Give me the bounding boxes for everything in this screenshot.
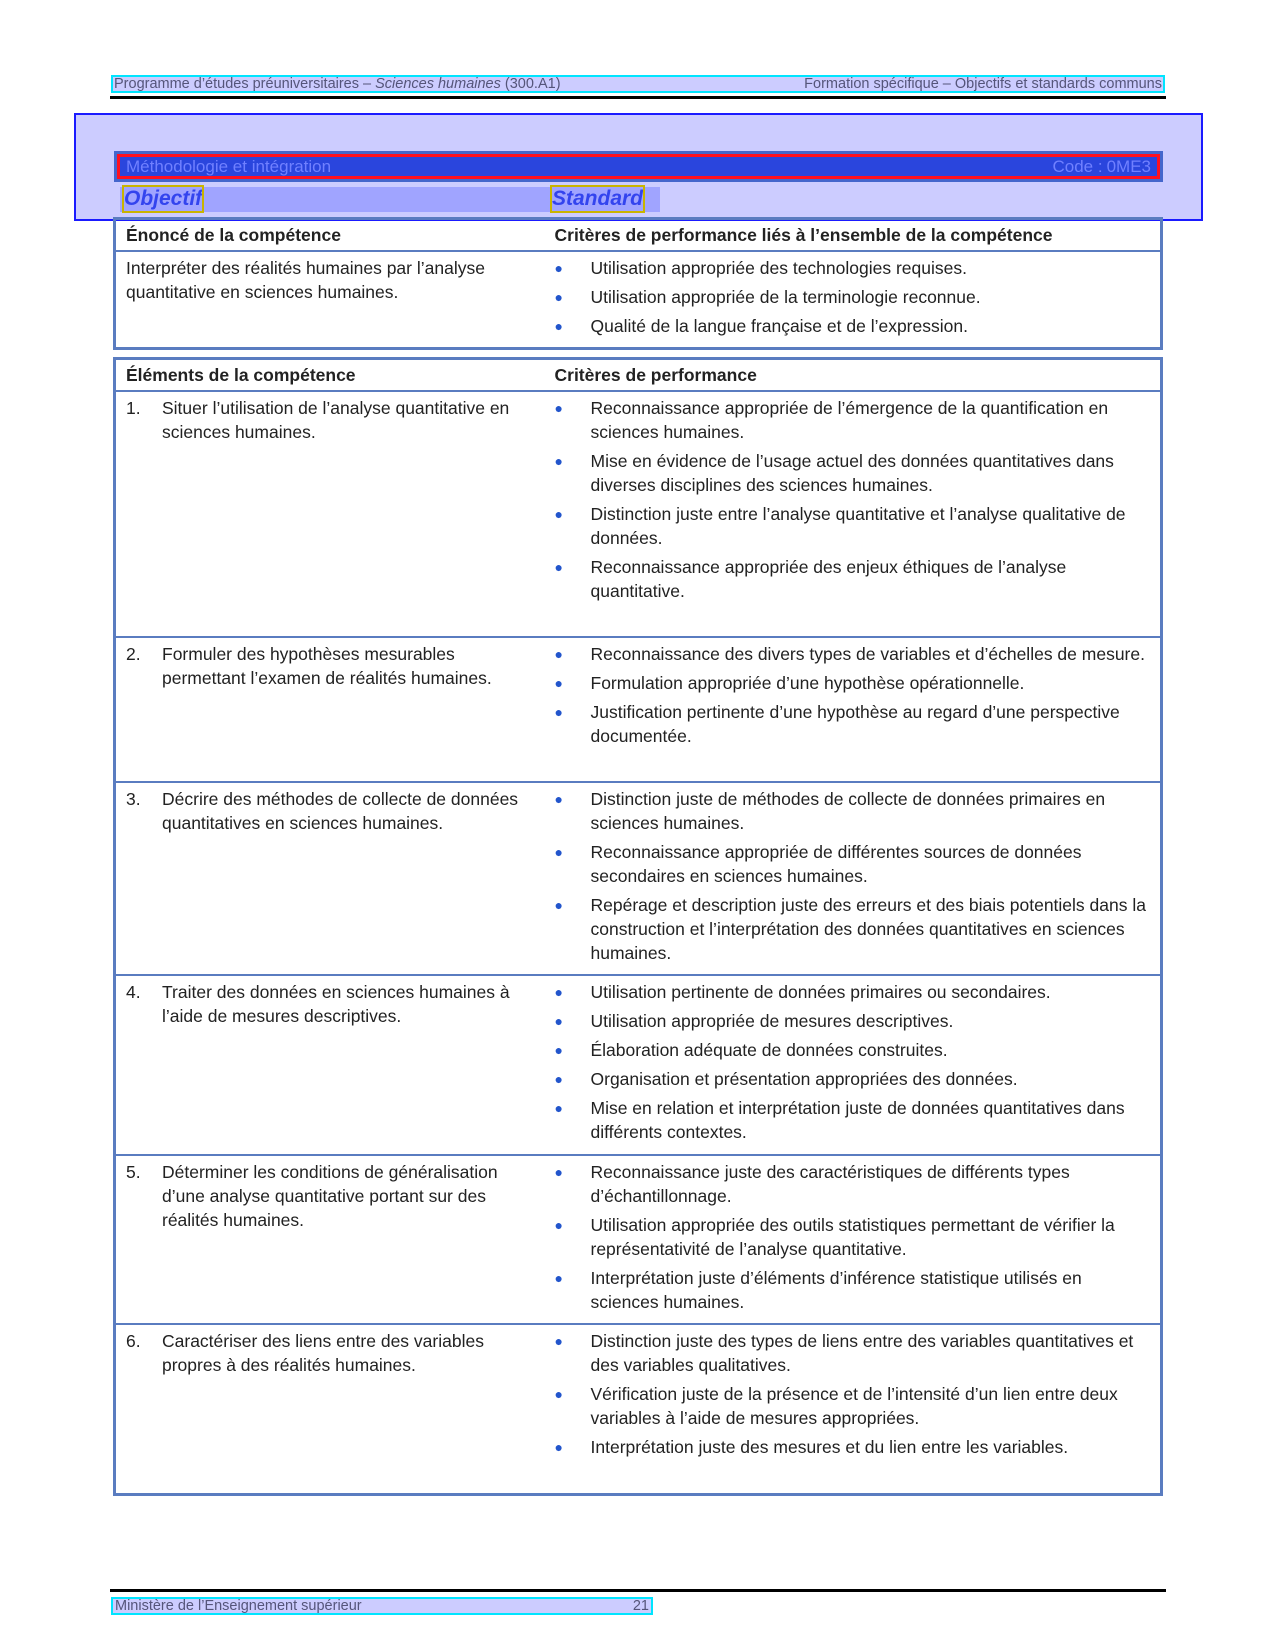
criterion-item [555,642,1153,666]
bullet-icon: ● [554,897,563,913]
criterion-item [555,840,1153,888]
criterion-text: Utilisation pertinente de données primaires ou secondaires. [590,982,1051,1002]
criterion-text: Utilisation appropriée des outils statistiques permettant de vérifier la représentativité de l’analyse quantitative. [590,1215,1115,1259]
element-row [115,975,1162,1155]
criterion-item [555,1009,1153,1033]
objectif-label: Objectif [124,187,203,210]
bullet-icon: ● [554,675,563,691]
criterion-text: Reconnaissance appropriée de l’émergence de la quantification en sciences humaines. [590,398,1109,442]
bullet-icon: ● [554,559,563,575]
criterion-item [555,285,1153,309]
criterion-text: Distinction juste de méthodes de collecte de données primaires en sciences humaines. [590,789,1106,833]
element-text: Formuler des hypothèses mesurables permettant l’examen de réalités humaines. [162,644,492,688]
criterion-item [555,1067,1153,1091]
element-row [115,1155,1162,1324]
bullet-icon: ● [554,400,563,416]
criterion-item [555,671,1153,695]
criterion-item [555,449,1153,497]
criterion-text: Reconnaissance appropriée des enjeux éthiques de l’analyse quantitative. [590,557,1067,601]
bullet-icon: ● [554,1439,563,1455]
competence-statement: Interpréter des réalités humaines par l’analyse quantitative en sciences humaines. [126,258,485,302]
criterion-text: Justification pertinente d’une hypothèse au regard d’une perspective documentée. [590,702,1120,746]
criterion-text: Qualité de la langue française et de l’expression. [590,316,968,336]
elements-header: Éléments de la compétence [126,365,356,385]
criterion-item [555,980,1153,1004]
criterion-text: Élaboration adéquate de données construites. [590,1040,948,1060]
element-text: Caractériser des liens entre des variables propres à des réalités humaines. [162,1331,484,1375]
element-row [115,1324,1162,1494]
objective-standard-row [120,187,660,212]
element-row [115,391,1162,637]
criterion-item [555,396,1153,444]
criterion-text: Repérage et description juste des erreurs et des biais potentiels dans la construction et l’interprétation des données quantitatives en sciences humaines. [590,895,1146,963]
bullet-icon: ● [554,506,563,522]
bullet-icon: ● [554,1013,563,1029]
program-title [114,76,561,92]
criterion-text: Vérification juste de la présence et de l’intensité d’un lien entre deux variables à l’aide de mesures appropriées. [590,1384,1118,1428]
course-title: Méthodologie et intégration [126,156,332,176]
criterion-item [555,700,1153,748]
code-label: Code : [1052,156,1103,176]
element-number: 3. [126,789,141,809]
standard-label: Standard [552,187,644,210]
element-row [115,782,1162,975]
criterion-item [555,1213,1153,1261]
bullet-icon: ● [554,1100,563,1116]
element-text: Traiter des données en sciences humaines à l’aide de mesures descriptives. [162,982,510,1026]
page-number: 21 [632,1598,649,1614]
bullet-icon: ● [554,289,563,305]
bullet-icon: ● [554,984,563,1000]
criterion-text: Organisation et présentation appropriées des données. [590,1069,1018,1089]
criterion-item [555,256,1153,280]
bullet-icon: ● [554,1333,563,1349]
program-code: (300.A1) [500,76,561,92]
criterion-text: Mise en relation et interprétation juste de données quantitatives dans différents contextes. [590,1098,1125,1142]
bullet-icon: ● [554,1071,563,1087]
elements-criteria-header: Critères de performance [554,365,757,385]
element-text: Situer l’utilisation de l’analyse quantitative en sciences humaines. [162,398,510,442]
element-number: 4. [126,982,141,1002]
program-prefix: Programme d’études préuniversitaires – [114,76,376,92]
footer-rule [110,1589,1166,1592]
bullet-icon: ● [554,260,563,276]
criterion-item [555,1160,1153,1208]
criterion-text: Reconnaissance juste des caractéristiques de différents types d’échantillonnage. [590,1162,1070,1206]
criterion-item [555,1096,1153,1144]
bullet-icon: ● [554,791,563,807]
element-row [115,637,1162,782]
footer [112,1598,652,1614]
bullet-icon: ● [554,318,563,334]
criterion-text: Utilisation appropriée des technologies requises. [590,258,967,278]
bullet-icon: ● [554,1386,563,1402]
program-name: Sciences humaines [375,76,501,92]
criterion-item [555,787,1153,835]
bullet-icon: ● [554,453,563,469]
criterion-text: Utilisation appropriée de la terminologie reconnue. [590,287,981,307]
criterion-text: Distinction juste des types de liens entre des variables quantitatives et des variables qualitatives. [590,1331,1134,1375]
criterion-item [555,502,1153,550]
criterion-item [555,1435,1153,1459]
bullet-icon: ● [554,844,563,860]
element-number: 6. [126,1331,141,1351]
element-number: 5. [126,1162,141,1182]
criterion-text: Interprétation juste d’éléments d’inférence statistique utilisés en sciences humaines. [590,1268,1082,1312]
criterion-text: Formulation appropriée d’une hypothèse opérationnelle. [590,673,1025,693]
criterion-item [555,1382,1153,1430]
criteria-header: Critères de performance liés à l’ensemble de la compétence [554,225,1053,245]
element-text: Décrire des méthodes de collecte de données quantitatives en sciences humaines. [162,789,519,833]
criterion-text: Distinction juste entre l’analyse quantitative et l’analyse qualitative de données. [590,504,1126,548]
code-value: 0ME3 [1106,156,1151,176]
bullet-icon: ● [554,646,563,662]
criterion-item [555,1266,1153,1314]
criterion-item [555,314,1153,338]
bullet-icon: ● [554,1270,563,1286]
competence-table [113,217,1163,350]
bullet-icon: ● [554,704,563,720]
criterion-text: Interprétation juste des mesures et du lien entre les variables. [590,1437,1069,1457]
element-number: 2. [126,644,141,664]
element-text: Déterminer les conditions de généralisation d’une analyse quantitative portant sur des réalités humaines. [162,1162,498,1230]
elements-table [113,357,1163,1496]
criterion-item [555,555,1153,603]
bullet-icon: ● [554,1217,563,1233]
course-code-bar [114,151,1163,182]
running-header [112,76,1164,92]
criterion-item [555,893,1153,965]
bullet-icon: ● [554,1164,563,1180]
criterion-item [555,1329,1153,1377]
element-number: 1. [126,398,141,418]
criterion-text: Utilisation appropriée de mesures descriptives. [590,1011,954,1031]
header-rule [110,96,1166,99]
criterion-text: Mise en évidence de l’usage actuel des données quantitatives dans diverses disciplines des sciences humaines. [590,451,1114,495]
section-title: Formation spécifique – Objectifs et standards communs [804,76,1162,92]
criterion-text: Reconnaissance des divers types de variables et d’échelles de mesure. [590,644,1145,664]
criterion-item [555,1038,1153,1062]
criterion-text: Reconnaissance appropriée de différentes sources de données secondaires en sciences humaines. [590,842,1082,886]
footer-ministry: Ministère de l’Enseignement supérieur [115,1598,362,1614]
bullet-icon: ● [554,1042,563,1058]
statement-header: Énoncé de la compétence [126,225,341,245]
